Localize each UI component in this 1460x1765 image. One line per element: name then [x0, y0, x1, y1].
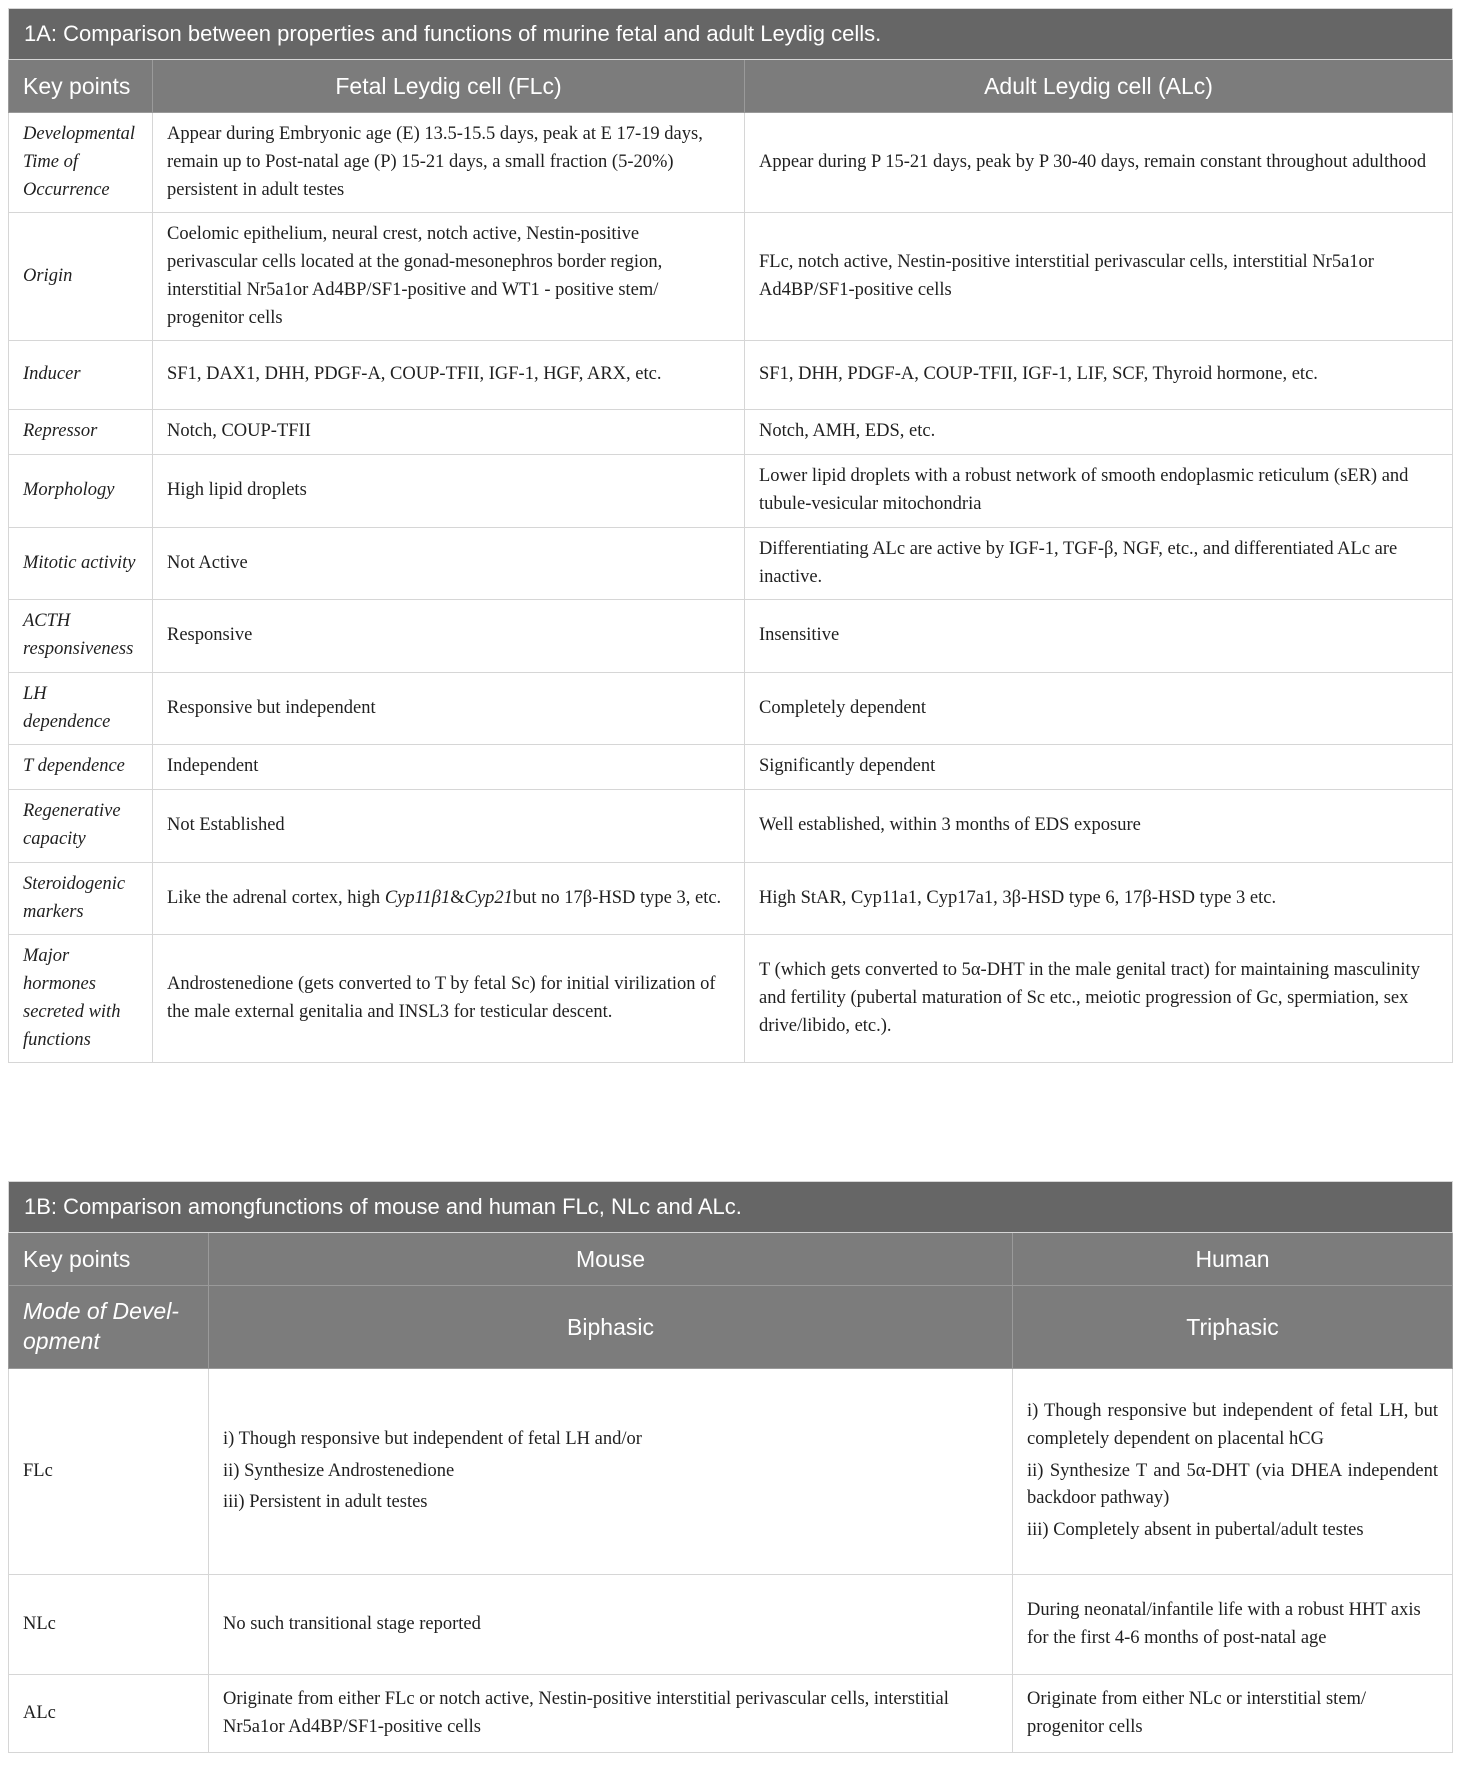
table-row — [9, 862, 1453, 935]
row-mouse-value: No such transitional stage reported — [209, 1575, 1013, 1675]
row-flc-value: Independent — [153, 745, 745, 790]
row-alc-value: High StAR, Cyp11a1, Cyp17a1, 3β-HSD type 6, 17β-HSD type 3 etc. — [745, 862, 1453, 935]
row-alc-value: Insensitive — [745, 600, 1453, 673]
table-row — [9, 410, 1453, 455]
table-row — [9, 935, 1453, 1063]
row-flc-value: Responsive but independent — [153, 672, 745, 745]
row-alc-value: FLc, notch active, Nestin-positive interstitial perivascular cells, interstitial Nr5a1or Ad4BP/SF1-positive cells — [745, 213, 1453, 341]
row-key: Major hormones secreted with functions — [9, 935, 153, 1063]
row-key: Developmental Time of Occurrence — [9, 113, 153, 213]
row-key: Regenerative capacity — [9, 790, 153, 863]
row-key: Repressor — [9, 410, 153, 455]
row-key: NLc — [9, 1575, 209, 1675]
table-1b-caption: 1B: Comparison amongfunctions of mouse and human FLc, NLc and ALc. — [9, 1182, 1453, 1233]
row-flc-value: Responsive — [153, 600, 745, 673]
row-key: FLc — [9, 1369, 209, 1575]
row-key: ALc — [9, 1675, 209, 1753]
row-human-value: Originate from either NLc or interstitial stem/ progenitor cells — [1013, 1675, 1453, 1753]
row-flc-value: Not Active — [153, 527, 745, 600]
table-row — [9, 790, 1453, 863]
row-key: Inducer — [9, 341, 153, 410]
row-key: T dependence — [9, 745, 153, 790]
row-alc-value: Lower lipid droplets with a robust network of smooth endoplasmic reticulum (sER) and tubule-vesicular mitochondria — [745, 455, 1453, 528]
row-key: ACTH responsiveness — [9, 600, 153, 673]
table-row — [9, 213, 1453, 341]
row-alc-value: T (which gets converted to 5α-DHT in the male genital tract) for maintaining masculinity and fertility (pubertal maturation of Sc etc., meiotic progression of Gc, spermiation, sex drive/libido, etc.). — [745, 935, 1453, 1063]
list-item: i) Though responsive but independent of fetal LH, but completely dependent on placental hCG — [1027, 1401, 1439, 1449]
header-fetal-leydig: Fetal Leydig cell (FLc) — [153, 60, 745, 113]
mode-of-development-label: Mode of Devel-opment — [9, 1286, 209, 1369]
table-row — [9, 455, 1453, 528]
row-alc-value: Notch, AMH, EDS, etc. — [745, 410, 1453, 455]
header-key-points: Key points — [9, 60, 153, 113]
row-mouse-value: Originate from either FLc or notch active, Nestin-positive interstitial perivascular cells, interstitial Nr5a1or Ad4BP/SF1-positive cells — [209, 1675, 1013, 1753]
row-key: Mitotic activity — [9, 527, 153, 600]
list-item: i) Though responsive but independent of fetal LH and/or — [223, 1428, 642, 1449]
row-flc-value: Androstenedione (gets converted to T by fetal Sc) for initial virilization of the male external genitalia and INSL3 for testicular descent. — [153, 935, 745, 1063]
table-row — [9, 341, 1453, 410]
row-flc-value: Notch, COUP-TFII — [153, 410, 745, 455]
list-item: iii) Completely absent in pubertal/adult testes — [1027, 1520, 1364, 1541]
table-row — [9, 113, 1453, 213]
header-mouse: Mouse — [209, 1233, 1013, 1286]
list-item: ii) Synthesize T and 5α-DHT (via DHEA independent backdoor pathway) — [1027, 1460, 1439, 1509]
row-alc-value: Significantly dependent — [745, 745, 1453, 790]
mode-mouse: Biphasic — [209, 1286, 1013, 1369]
row-mouse-value — [209, 1369, 1013, 1575]
table-row — [9, 745, 1453, 790]
table-row — [9, 672, 1453, 745]
list-item: ii) Synthesize Androstenedione — [223, 1460, 455, 1481]
header-key-points: Key points — [9, 1233, 209, 1286]
table-1a-caption: 1A: Comparison between properties and functions of murine fetal and adult Leydig cells. — [9, 9, 1453, 60]
row-human-value: During neonatal/infantile life with a robust HHT axis for the first 4-6 months of post-natal age — [1013, 1575, 1453, 1675]
mode-human: Triphasic — [1013, 1286, 1453, 1369]
row-alc-value: Differentiating ALc are active by IGF-1, TGF-β, NGF, etc., and differentiated ALc are inactive. — [745, 527, 1453, 600]
table-row — [9, 1369, 1453, 1575]
header-adult-leydig: Adult Leydig cell (ALc) — [745, 60, 1453, 113]
row-alc-value: Appear during P 15-21 days, peak by P 30-40 days, remain constant throughout adulthood — [745, 113, 1453, 213]
table-row — [9, 1575, 1453, 1675]
row-flc-value: Like the adrenal cortex, high Cyp11β1&Cyp21but no 17β-HSD type 3, etc. — [153, 862, 745, 935]
list-item: iii) Persistent in adult testes — [223, 1492, 428, 1513]
row-human-value — [1013, 1369, 1453, 1575]
row-alc-value: Completely dependent — [745, 672, 1453, 745]
row-key: Morphology — [9, 455, 153, 528]
row-flc-value: Coelomic epithelium, neural crest, notch active, Nestin-positive perivascular cells located at the gonad-mesonephros border region, interstitial Nr5a1or Ad4BP/SF1-positive and WT1 - positive stem/ progenitor cells — [153, 213, 745, 341]
row-key: Steroidogenic markers — [9, 862, 153, 935]
row-alc-value: SF1, DHH, PDGF-A, COUP-TFII, IGF-1, LIF, SCF, Thyroid hormone, etc. — [745, 341, 1453, 410]
row-flc-value: SF1, DAX1, DHH, PDGF-A, COUP-TFII, IGF-1, HGF, ARX, etc. — [153, 341, 745, 410]
row-flc-value: Not Established — [153, 790, 745, 863]
row-alc-value: Well established, within 3 months of EDS exposure — [745, 790, 1453, 863]
table-row — [9, 600, 1453, 673]
table-1a — [8, 8, 1453, 1063]
table-1b — [8, 1181, 1453, 1753]
table-row — [9, 527, 1453, 600]
table-row — [9, 1675, 1453, 1753]
header-human: Human — [1013, 1233, 1453, 1286]
row-key: LH dependence — [9, 672, 153, 745]
row-flc-value: High lipid droplets — [153, 455, 745, 528]
row-key: Origin — [9, 213, 153, 341]
row-flc-value: Appear during Embryonic age (E) 13.5-15.5 days, peak at E 17-19 days, remain up to Post-natal age (P) 15-21 days, a small fraction (5-20%) persistent in adult testes — [153, 113, 745, 213]
